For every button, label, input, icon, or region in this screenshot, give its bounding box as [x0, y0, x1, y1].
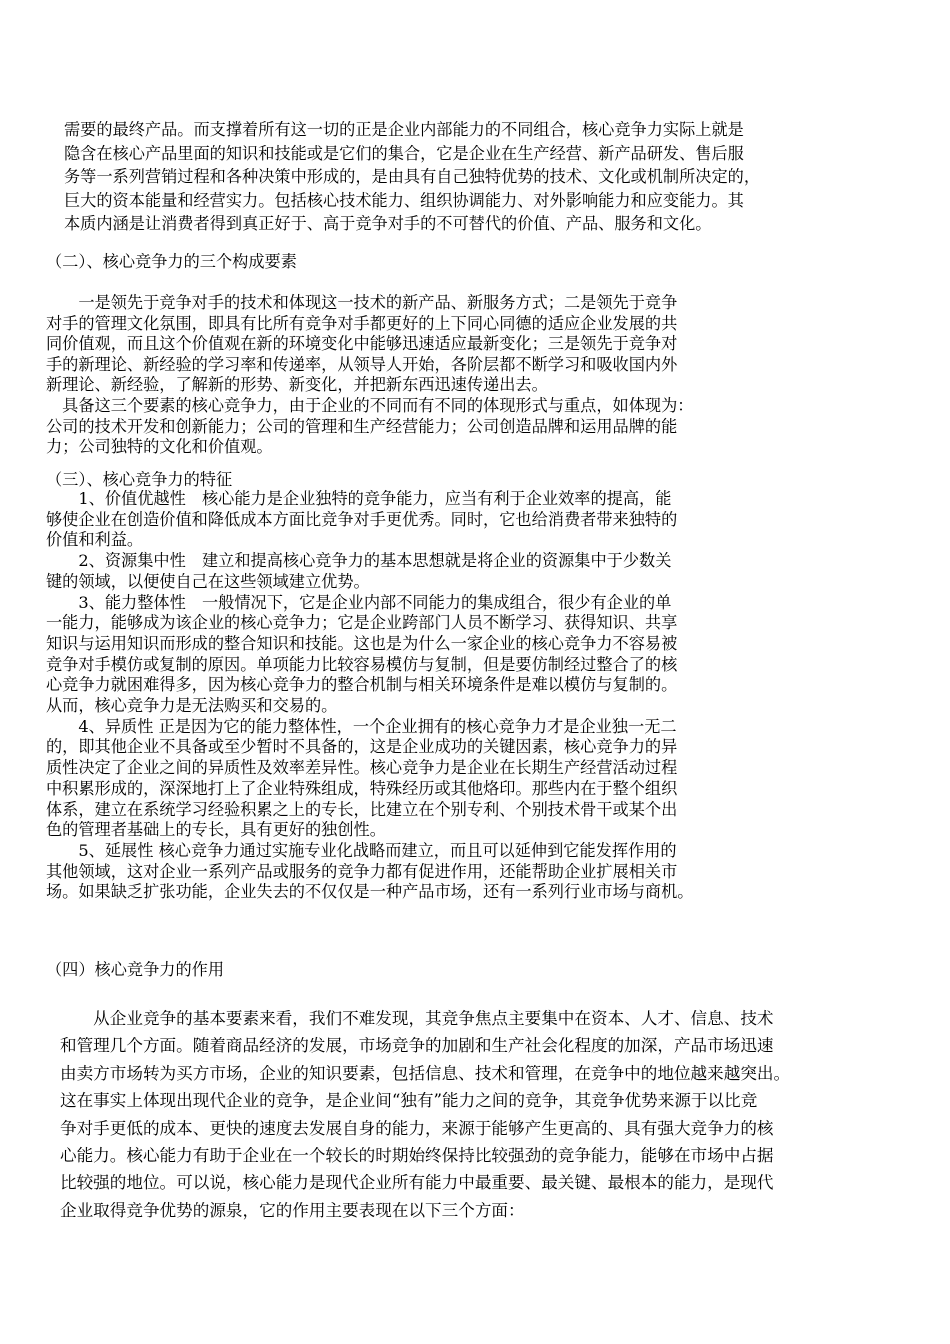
text-line: 这在事实上体现出现代企业的竞争，是企业间“独有”能力之间的竞争，其竞争优势来源于以比竞: [60, 1091, 758, 1111]
text-line: 3、能力整体性 一般情况下，它是企业内部不同能力的集成组合，很少有企业的单: [46, 592, 672, 612]
text-line: 4、异质性 正是因为它的能力整体性，一个企业拥有的核心竞争力才是企业独一无二: [46, 716, 677, 736]
text-line: 手的新理论、新经验的学习率和传递率，从领导人开始，各阶层都不断学习和吸收国内外: [46, 354, 678, 374]
text-line: 公司的技术开发和创新能力；公司的管理和生产经营能力；公司创造品牌和运用品牌的能: [46, 416, 678, 436]
section3-heading: （三）、核心竞争力的特征: [46, 470, 233, 489]
text-line: 力；公司独特的文化和价值观。: [46, 437, 273, 457]
text-line: 质性决定了企业之间的异质性及效率差异性。核心竞争力是企业在长期生产经营活动过程: [46, 758, 678, 778]
text-line: 争对手更低的成本、更快的速度去发展自身的能力，来源于能够产生更高的、具有强大竞争力的核: [60, 1118, 774, 1138]
text-line: 色的管理者基础上的专长，具有更好的独创性。: [46, 820, 386, 840]
text-line: 和管理几个方面。随着商品经济的发展，市场竞争的加剧和生产社会化程度的加深，产品市场迅速: [60, 1036, 774, 1056]
text-line: 一是领先于竞争对手的技术和体现这一技术的新产品、新服务方式；二是领先于竞争: [46, 293, 678, 312]
section1-paragraph: [64, 118, 760, 236]
text-line: 心竞争力就困难得多，因为核心竞争力的整合机制与相关环境条件是难以模仿与复制的。: [46, 675, 678, 695]
text-line: 从企业竞争的基本要素来看，我们不难发现，其竞争焦点主要集中在资本、人才、信息、技术: [60, 1009, 774, 1028]
text-line: 具备这三个要素的核心竞争力，由于企业的不同而有不同的体现形式与重点，如体现为：: [46, 395, 694, 415]
text-line: 场。如果缺乏扩张功能，企业失去的不仅仅是一种产品市场，还有一系列行业市场与商机。: [46, 882, 694, 902]
text-line: 由卖方市场转为买方市场，企业的知识要素，包括信息、技术和管理，在竞争中的地位越来越突出。: [60, 1063, 791, 1083]
text-line: 企业取得竞争优势的源泉，它的作用主要表现在以下三个方面：: [60, 1200, 525, 1220]
text-line: 比较强的地位。可以说，核心能力是现代企业所有能力中最重要、最关键、最根本的能力，是现代: [60, 1173, 774, 1193]
section4-paragraph: [60, 1005, 790, 1224]
text-line: 从而，核心竞争力是无法购买和交易的。: [46, 696, 338, 716]
text-line: 中积累形成的，深深地打上了企业特殊组成，特殊经历或其他烙印。那些内在于整个组织: [46, 778, 678, 798]
text-line: 的，即其他企业不具备或至少暂时不具备的，这是企业成功的关键因素，核心竞争力的异: [46, 737, 678, 757]
section2-paragraph: [46, 293, 694, 458]
text-line: 新理论、新经验，了解新的形势、新变化，并把新东西迅速传递出去。: [46, 375, 548, 395]
section3-paragraph: [46, 489, 694, 903]
text-line: 2、资源集中性 建立和提高核心竞争力的基本思想就是将企业的资源集中于少数关: [46, 551, 672, 571]
text-line: 需要的最终产品。而支撑着所有这一切的正是企业内部能力的不同组合，核心竞争力实际上就是: [64, 120, 744, 139]
text-line: 巨大的资本能量和经营实力。包括核心技术能力、组织协调能力、对外影响能力和应变能力。其: [64, 190, 744, 210]
text-line: 同价值观，而且这个价值观在新的环境变化中能够迅速适应最新变化；三是领先于竞争对: [46, 334, 678, 354]
text-line: 本质内涵是让消费者得到真正好于、高于竞争对手的不可替代的价值、产品、服务和文化。: [64, 214, 712, 233]
text-line: 5、延展性 核心竞争力通过实施专业化战略而建立，而且可以延伸到它能发挥作用的: [46, 840, 677, 860]
text-line: 价值和利益。: [46, 530, 144, 550]
text-line: 隐含在核心产品里面的知识和技能或是它们的集合，它是企业在生产经营、新产品研发、售后服: [64, 143, 744, 163]
text-line: 务等一系列营销过程和各种决策中形成的，是由具有自己独特优势的技术、文化或机制所决定的，: [64, 167, 761, 186]
section4-heading: （四）核心竞争力的作用: [46, 960, 225, 979]
text-line: 其他领域，这对企业一系列产品或服务的竞争力都有促进作用，还能帮助企业扩展相关市: [46, 861, 678, 881]
text-line: 1、价值优越性 核心能力是企业独特的竞争能力，应当有利于企业效率的提高，能: [46, 489, 672, 508]
text-line: 心能力。核心能力有助于企业在一个较长的时期始终保持比较强劲的竞争能力，能够在市场中占据: [60, 1146, 774, 1166]
text-line: 键的领域，以便使自己在这些领域建立优势。: [46, 571, 370, 591]
text-line: 知识与运用知识而形成的整合知识和技能。这也是为什么一家企业的核心竞争力不容易被: [46, 633, 678, 653]
text-line: 对手的管理文化氛围，即具有比所有竞争对手都更好的上下同心同德的适应企业发展的共: [46, 313, 678, 333]
text-line: 竞争对手模仿或复制的原因。单项能力比较容易模仿与复制，但是要仿制经过整合了的核: [46, 654, 678, 674]
text-line: 体系，建立在系统学习经验积累之上的专长，比建立在个别专利、个别技术骨干或某个出: [46, 799, 678, 819]
section2-heading: （二）、核心竞争力的三个构成要素: [46, 252, 297, 271]
text-line: 够使企业在创造价值和降低成本方面比竞争对手更优秀。同时，它也给消费者带来独特的: [46, 509, 678, 529]
text-line: 一能力，能够成为该企业的核心竞争力；它是企业跨部门人员不断学习、获得知识、共享: [46, 613, 678, 633]
